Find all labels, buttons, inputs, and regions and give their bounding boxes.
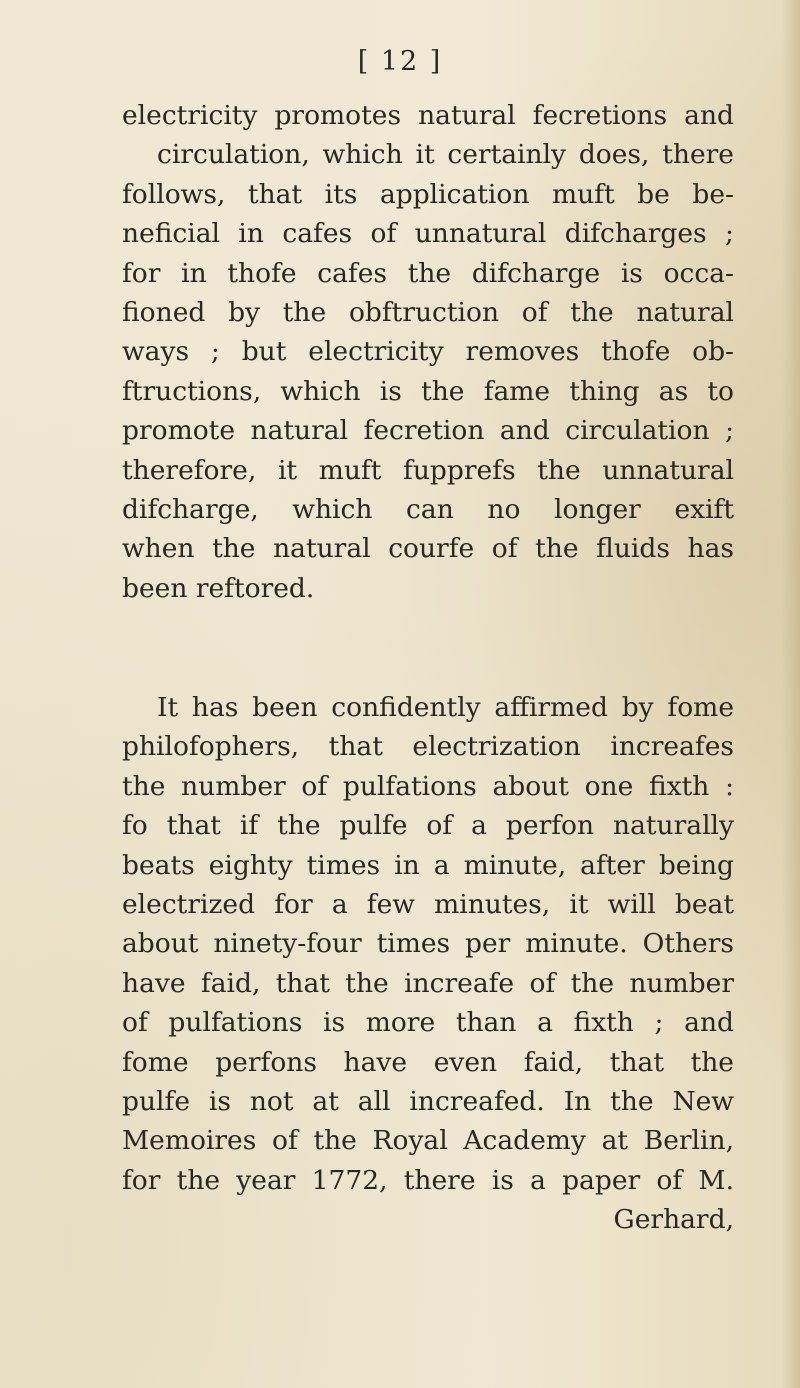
text-line: philofophers, that electrization increafes — [122, 731, 734, 763]
text-line: electricity promotes natural fecretions and — [122, 100, 734, 131]
text-line: Memoires of the Royal Academy at Berlin, — [122, 1125, 734, 1157]
text-line: have faid, that the increafe of the number — [122, 967, 734, 999]
paragraph-1 — [122, 96, 734, 608]
text-line: pulfe is not at all increafed. In the New — [122, 1085, 734, 1117]
text-line: the number of pulfations about one fixth : — [122, 770, 734, 802]
text-line: beats eighty times in a minute, after being — [122, 849, 734, 881]
text-line: ftructions, which is the fame thing as to — [122, 375, 734, 407]
catchword: Gerhard, — [613, 1204, 734, 1236]
text-line: follows, that its application muft be be- — [122, 178, 734, 210]
text-line: for the year 1772, there is a paper of M. — [122, 1164, 734, 1196]
text-line: when the natural courfe of the fluids has — [122, 533, 734, 565]
text-line: promote natural fecretion and circulation ; — [122, 415, 734, 447]
text-line: neficial in cafes of unnatural difcharges ; — [122, 218, 734, 250]
text-line: been reftored. — [122, 572, 315, 604]
text-line: for in thofe cafes the difcharge is occa- — [122, 257, 734, 289]
text-line: fome perfons have even faid, that the — [122, 1046, 734, 1078]
text-line: therefore, it muft fupprefs the unnatural — [122, 454, 734, 486]
page-number: [ 12 ] — [357, 46, 443, 77]
text-line: fioned by the obftruction of the natural — [122, 296, 734, 328]
text-line: It has been confidently affirmed by fome — [157, 692, 734, 723]
text-line: circulation, which it certainly does, there — [157, 139, 734, 171]
text-line: of pulfations is more than a fixth ; and — [122, 1007, 734, 1039]
paragraph-2 — [122, 688, 734, 1239]
page-edge-shadow — [782, 0, 800, 1388]
text-line: ways ; but electricity removes thofe ob- — [122, 336, 734, 368]
text-line: difcharge, which can no longer exift — [122, 493, 734, 525]
text-line: about ninety-four times per minute. Others — [122, 928, 734, 960]
text-line: electrized for a few minutes, it will beat — [122, 888, 734, 920]
text-line: fo that if the pulfe of a perfon naturally — [122, 810, 734, 842]
